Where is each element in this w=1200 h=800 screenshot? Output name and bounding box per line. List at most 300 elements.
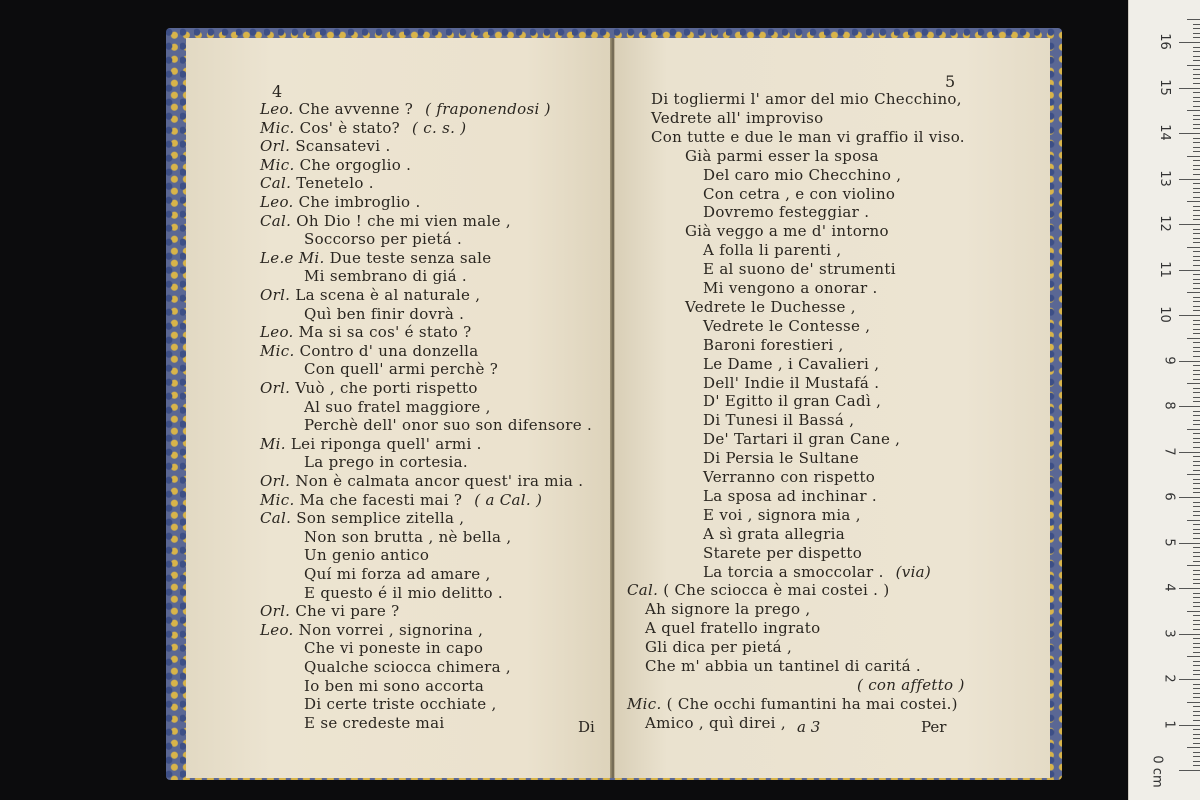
verse-text: Tenetelo .	[296, 174, 374, 193]
text-line	[260, 249, 491, 267]
text-line	[304, 565, 491, 583]
ruler-tick	[1179, 179, 1200, 180]
ruler-tick	[1187, 247, 1200, 248]
speaker-name: Leo.	[260, 100, 294, 118]
verse-text: Vedrete le Contesse ,	[703, 316, 871, 335]
ruler-tick	[1193, 106, 1200, 107]
ruler-number: 9	[1161, 355, 1177, 365]
ruler-tick	[1187, 156, 1200, 157]
page-number: 4	[272, 82, 283, 101]
verse-text: Che avvenne ?	[298, 100, 414, 118]
ruler-tick	[1193, 251, 1200, 252]
text-line	[645, 638, 792, 656]
ruler-tick	[1179, 725, 1200, 726]
stage-direction: ( c. s. )	[412, 118, 467, 137]
verse-text: Mi sembrano di giá .	[304, 267, 467, 286]
ruler-number: 6	[1161, 492, 1177, 501]
ruler-tick	[1193, 665, 1200, 666]
verse-text: Due teste senza sale	[329, 248, 492, 267]
speaker-name: Orl.	[260, 137, 291, 156]
text-line	[260, 212, 511, 230]
speaker-name: Mic.	[260, 341, 295, 360]
verse-text: De' Tartari il gran Cane ,	[703, 430, 901, 449]
ruler-tick	[1193, 310, 1200, 311]
ruler-number: 12	[1157, 215, 1173, 232]
ruler-tick	[1193, 397, 1200, 398]
ruler-tick	[1193, 424, 1200, 425]
text-line	[260, 379, 478, 397]
ruler-tick	[1187, 747, 1200, 748]
ruler-tick	[1193, 442, 1200, 443]
ruler-tick	[1187, 656, 1200, 657]
ruler-tick	[1187, 429, 1200, 430]
ruler-tick	[1193, 465, 1200, 466]
ruler-tick	[1193, 597, 1200, 598]
ruler-tick	[1193, 69, 1200, 70]
ruler-number: 2	[1161, 674, 1177, 683]
ruler-tick	[1193, 515, 1200, 516]
ruler-tick	[1187, 110, 1200, 111]
ruler-number: 3	[1161, 628, 1177, 638]
text-line	[260, 621, 483, 639]
ruler-tick	[1179, 406, 1200, 407]
ruler-tick	[1193, 720, 1200, 721]
ruler-tick	[1193, 197, 1200, 198]
text-line	[304, 416, 592, 434]
ruler-tick	[1193, 479, 1200, 480]
text-line	[260, 100, 551, 118]
speaker-name: Mic.	[260, 118, 295, 137]
text-line	[304, 267, 467, 285]
ruler-tick	[1193, 301, 1200, 302]
ruler-tick	[1179, 361, 1200, 362]
ruler-number: 4	[1161, 583, 1177, 592]
ruler-tick	[1193, 265, 1200, 266]
ruler-tick	[1193, 684, 1200, 685]
text-line	[645, 619, 820, 637]
ruler-tick	[1193, 124, 1200, 125]
ruler-tick	[1179, 452, 1200, 453]
speaker-name: Orl.	[260, 286, 291, 304]
ruler-tick	[1193, 388, 1200, 389]
verse-text: D' Egitto il gran Cadì ,	[703, 392, 882, 411]
verse-text: Dell' Indie il Mustafá .	[703, 373, 880, 392]
ruler-tick	[1193, 420, 1200, 421]
text-line	[304, 453, 468, 471]
text-line	[651, 128, 965, 146]
speaker-name: Le.e Mi.	[260, 248, 325, 267]
verse-text: Un genio antico	[304, 546, 430, 565]
verse-text: Non è calmata ancor quest' ira mia .	[295, 472, 584, 490]
ruler-tick	[1193, 761, 1200, 762]
verse-text: ( Che occhi fumantini ha mai costei.)	[666, 694, 958, 713]
ruler-number: 13	[1157, 169, 1173, 187]
ruler-tick	[1179, 543, 1200, 544]
ruler-tick	[1193, 593, 1200, 594]
ruler-tick	[1193, 538, 1200, 539]
ruler-tick	[1193, 160, 1200, 161]
ruler-tick	[1193, 756, 1200, 757]
text-line	[845, 676, 965, 694]
ruler-tick	[1193, 37, 1200, 38]
speaker-name: Orl.	[260, 472, 291, 490]
ruler-tick	[1193, 379, 1200, 380]
verse-text: E al suono de' strumenti	[703, 260, 896, 279]
ruler-tick	[1187, 520, 1200, 521]
ruler-tick	[1193, 583, 1200, 584]
verse-text: Cos' è stato?	[299, 118, 401, 137]
text-line	[703, 392, 881, 410]
verse-text: Che vi pare ?	[295, 602, 400, 621]
text-line	[703, 317, 870, 335]
text-line	[627, 695, 958, 713]
ruler-tick	[1187, 201, 1200, 202]
text-line	[703, 241, 841, 259]
verse-text: Di togliermi l' amor del mio Checchino,	[651, 90, 962, 108]
text-line	[703, 166, 901, 184]
text-line	[304, 584, 503, 602]
text-line	[304, 230, 462, 248]
ruler-tick	[1193, 142, 1200, 143]
text-line	[260, 435, 482, 453]
ruler-tick	[1193, 483, 1200, 484]
ruler-tick	[1193, 238, 1200, 239]
ruler-tick	[1193, 51, 1200, 52]
text-line	[703, 430, 900, 448]
open-book	[166, 28, 1062, 780]
ruler-tick	[1193, 119, 1200, 120]
ruler-tick	[1179, 634, 1200, 635]
verse-text: Contro d' una donzella	[299, 341, 479, 360]
ruler-tick	[1193, 652, 1200, 653]
ruler-tick	[1193, 151, 1200, 152]
ruler-tick	[1193, 297, 1200, 298]
ruler-tick	[1193, 351, 1200, 352]
verse-text: Ma che facesti mai ?	[299, 490, 463, 509]
text-line	[260, 472, 583, 490]
text-line	[703, 449, 859, 467]
ruler-tick	[1193, 306, 1200, 307]
ruler-tick	[1193, 97, 1200, 98]
ruler-tick	[1193, 602, 1200, 603]
ruler-tick	[1193, 552, 1200, 553]
ruler-number: 5	[1161, 537, 1177, 547]
ruler-number: 15	[1157, 78, 1173, 96]
text-line	[260, 286, 480, 304]
ruler-tick	[1193, 210, 1200, 211]
catchword: Per	[921, 718, 947, 736]
text-line	[703, 203, 869, 221]
ruler-tick	[1193, 615, 1200, 616]
ruler-tick	[1193, 24, 1200, 25]
verse-text: Già veggo a me d' intorno	[685, 222, 889, 241]
text-line	[703, 279, 878, 297]
verse-text: Di certe triste occhiate ,	[304, 695, 497, 714]
verse-text: Vedrete le Duchesse ,	[685, 297, 856, 316]
ruler-tick	[1179, 770, 1200, 771]
verse-text: A sì grata allegria	[703, 524, 845, 543]
text-line	[260, 509, 464, 527]
ruler-tick	[1193, 165, 1200, 166]
ruler-tick	[1193, 492, 1200, 493]
ruler-tick	[1193, 324, 1200, 325]
speaker-name: Cal.	[260, 509, 292, 528]
ruler-tick	[1193, 765, 1200, 766]
verse-text: Quí mi forza ad amare ,	[304, 565, 491, 583]
ruler-tick	[1193, 706, 1200, 707]
verse-text: Quì ben finir dovrà .	[304, 304, 465, 323]
ruler-number: 11	[1157, 260, 1173, 278]
text-line	[627, 581, 889, 599]
text-line	[703, 185, 895, 203]
ruler-number: 8	[1161, 401, 1177, 410]
text-line	[703, 487, 877, 505]
ruler-number: 7	[1161, 446, 1177, 456]
ruler-tick	[1187, 702, 1200, 703]
ruler-tick	[1187, 65, 1200, 66]
ruler-tick	[1193, 643, 1200, 644]
ruler-tick	[1193, 329, 1200, 330]
speaker-name: Cal.	[260, 174, 292, 193]
ruler-tick	[1193, 392, 1200, 393]
verse-text: E questo é il mio delitto .	[304, 583, 504, 602]
ruler-tick	[1193, 342, 1200, 343]
ruler-tick	[1193, 693, 1200, 694]
ruler-tick	[1193, 561, 1200, 562]
ruler-tick	[1193, 279, 1200, 280]
ruler-tick	[1179, 679, 1200, 680]
text-line	[304, 305, 464, 323]
ruler-tick	[1193, 674, 1200, 675]
speaker-name: Leo.	[260, 323, 294, 342]
ruler-tick	[1193, 138, 1200, 139]
stage-direction: ( a Cal. )	[474, 490, 543, 509]
ruler-tick	[1193, 547, 1200, 548]
ruler-tick	[1193, 729, 1200, 730]
ruler-tick	[1193, 233, 1200, 234]
ruler-tick	[1179, 88, 1200, 89]
ruler-tick	[1187, 19, 1200, 20]
right-page	[614, 38, 1050, 778]
ruler-tick	[1187, 292, 1200, 293]
speaker-name: Mic.	[627, 694, 662, 713]
text-line	[645, 714, 786, 732]
text-line	[703, 374, 879, 392]
ruler-tick	[1179, 315, 1200, 316]
text-line	[304, 398, 491, 416]
ruler-tick	[1193, 101, 1200, 102]
speaker-name: Cal.	[260, 211, 292, 230]
verse-text: Ma si sa cos' é stato ?	[298, 323, 472, 342]
verse-text: Lei riponga quell' armi .	[290, 434, 482, 453]
ruler-tick	[1193, 711, 1200, 712]
speaker-name: Leo.	[260, 193, 294, 211]
text-line	[703, 525, 845, 543]
text-line	[260, 137, 391, 155]
ruler-tick	[1179, 224, 1200, 225]
verse-text: Soccorso per pietá .	[304, 230, 463, 249]
ruler-tick	[1193, 320, 1200, 321]
verse-text: Amico , quì direi ,	[645, 713, 786, 732]
speaker-name: Orl.	[260, 602, 291, 621]
ruler-tick	[1193, 283, 1200, 284]
stage-direction: ( fraponendosi )	[425, 100, 551, 118]
ruler-tick	[1193, 192, 1200, 193]
stage-direction: ( con affetto )	[857, 675, 965, 694]
verse-text: Che orgoglio .	[299, 155, 412, 174]
text-line	[304, 546, 429, 564]
ruler-number: 14	[1157, 124, 1173, 141]
verse-text: Son semplice zitella ,	[296, 509, 465, 528]
text-line	[645, 600, 811, 618]
ruler-tick	[1193, 47, 1200, 48]
text-line	[260, 342, 479, 360]
text-line	[703, 355, 879, 373]
ruler-tick	[1193, 169, 1200, 170]
speaker-name: Mic.	[260, 155, 295, 174]
verse-text: Starete per dispetto	[703, 543, 863, 562]
ruler-tick	[1179, 588, 1200, 589]
verse-text: Che m' abbia un tantinel di caritá .	[645, 657, 921, 675]
ruler-tick	[1193, 461, 1200, 462]
verse-text: A quel fratello ingrato	[645, 619, 821, 638]
verse-text: Le Dame , i Cavalieri ,	[703, 354, 880, 373]
verse-text: Ah signore la prego ,	[645, 600, 811, 619]
ruler-tick	[1193, 401, 1200, 402]
ruler-tick	[1193, 752, 1200, 753]
left-page	[186, 38, 612, 778]
ruler-tick	[1193, 147, 1200, 148]
ruler-tick	[1193, 556, 1200, 557]
ruler-tick	[1193, 274, 1200, 275]
text-line	[260, 602, 399, 620]
ruler-tick	[1193, 670, 1200, 671]
speaker-name: Cal.	[627, 581, 659, 600]
verse-text: ( Che sciocca è mai costei . )	[663, 581, 890, 600]
text-line	[260, 119, 466, 137]
ruler-tick	[1193, 620, 1200, 621]
verse-text: E se credeste mai	[304, 713, 445, 732]
ruler-tick	[1193, 661, 1200, 662]
speaker-name: Orl.	[260, 379, 291, 397]
ruler-tick	[1187, 338, 1200, 339]
ruler-tick	[1193, 734, 1200, 735]
ruler-tick	[1193, 242, 1200, 243]
verse-text: Mi vengono a onorar .	[703, 279, 878, 297]
ruler-tick	[1193, 533, 1200, 534]
text-line	[685, 298, 856, 316]
text-line	[651, 90, 962, 108]
ruler-tick	[1193, 502, 1200, 503]
ruler-tick	[1193, 215, 1200, 216]
speaker-name: Mic.	[260, 490, 295, 509]
ruler-tick	[1193, 174, 1200, 175]
text-line	[260, 323, 472, 341]
ruler-number: 1	[1161, 719, 1177, 729]
ruler-tick	[1193, 606, 1200, 607]
text-line	[260, 174, 374, 192]
speaker-name: Leo.	[260, 620, 294, 639]
ruler-tick	[1193, 647, 1200, 648]
text-line	[304, 639, 483, 657]
ruler-tick	[1193, 511, 1200, 512]
ruler-tick	[1193, 374, 1200, 375]
verse-text: Non vorrei , signorina ,	[298, 620, 484, 639]
stage-direction: (via)	[895, 562, 932, 581]
text-line	[304, 714, 444, 732]
verse-text: Dovremo festeggiar .	[703, 203, 870, 222]
ruler-tick	[1193, 415, 1200, 416]
verse-text: Di Tunesi il Bassá ,	[703, 411, 855, 430]
verse-text: Già parmi esser la sposa	[685, 146, 879, 165]
ruler-tick	[1193, 638, 1200, 639]
ruler-tick	[1193, 78, 1200, 79]
ruler-tick	[1193, 365, 1200, 366]
verse-text: La sposa ad inchinar .	[703, 486, 877, 505]
verse-text: Con tutte e due le man vi graffio il viso.	[651, 127, 965, 146]
ruler-tick	[1193, 256, 1200, 257]
text-line	[304, 695, 497, 713]
ruler-tick	[1193, 688, 1200, 689]
verse-text: Baroni forestieri ,	[703, 335, 844, 354]
verse-text: Di Persia le Sultane	[703, 449, 859, 468]
ruler-tick	[1187, 565, 1200, 566]
text-line	[703, 506, 861, 524]
ruler-tick	[1187, 474, 1200, 475]
text-line	[260, 193, 421, 211]
verse-text: La prego in cortesia.	[304, 453, 468, 472]
ruler-tick	[1193, 128, 1200, 129]
ruler-tick	[1193, 83, 1200, 84]
text-line	[645, 657, 921, 675]
ruler-tick	[1193, 697, 1200, 698]
text-line	[703, 411, 854, 429]
text-line	[703, 563, 931, 581]
text-line	[703, 336, 844, 354]
text-line	[685, 222, 889, 240]
ruler-tick	[1193, 411, 1200, 412]
ruler-tick	[1193, 188, 1200, 189]
ruler-tick	[1193, 260, 1200, 261]
verse-text: La torcia a smoccolar .	[703, 562, 884, 581]
verse-text: Gli dica per pietá ,	[645, 638, 793, 657]
ruler-tick	[1193, 56, 1200, 57]
verse-text: Con cetra , e con violino	[703, 184, 896, 203]
text-line	[304, 677, 484, 695]
verse-text: Qualche sciocca chimera ,	[304, 658, 511, 676]
verse-text: Al suo fratel maggiore ,	[304, 397, 491, 416]
ruler-tick	[1193, 347, 1200, 348]
verse-text: Del caro mio Checchino ,	[703, 165, 902, 184]
ruler-tick	[1193, 470, 1200, 471]
verse-text: Con quell' armi perchè ?	[304, 360, 499, 379]
ruler-tick	[1193, 570, 1200, 571]
ruler-tick	[1193, 333, 1200, 334]
ruler-tick	[1193, 447, 1200, 448]
verse-text: Vuò , che porti rispetto	[295, 379, 478, 397]
ruler-tick	[1193, 629, 1200, 630]
signature-mark: a 3	[797, 718, 821, 736]
ruler-tick	[1193, 219, 1200, 220]
verse-text: La scena è al naturale ,	[295, 286, 481, 304]
text-line	[260, 156, 411, 174]
text-line	[304, 658, 511, 676]
catchword: Di	[578, 718, 595, 736]
ruler-tick	[1193, 206, 1200, 207]
speaker-name: Mi.	[260, 434, 286, 453]
measurement-ruler	[1128, 0, 1200, 800]
ruler-tick	[1193, 715, 1200, 716]
